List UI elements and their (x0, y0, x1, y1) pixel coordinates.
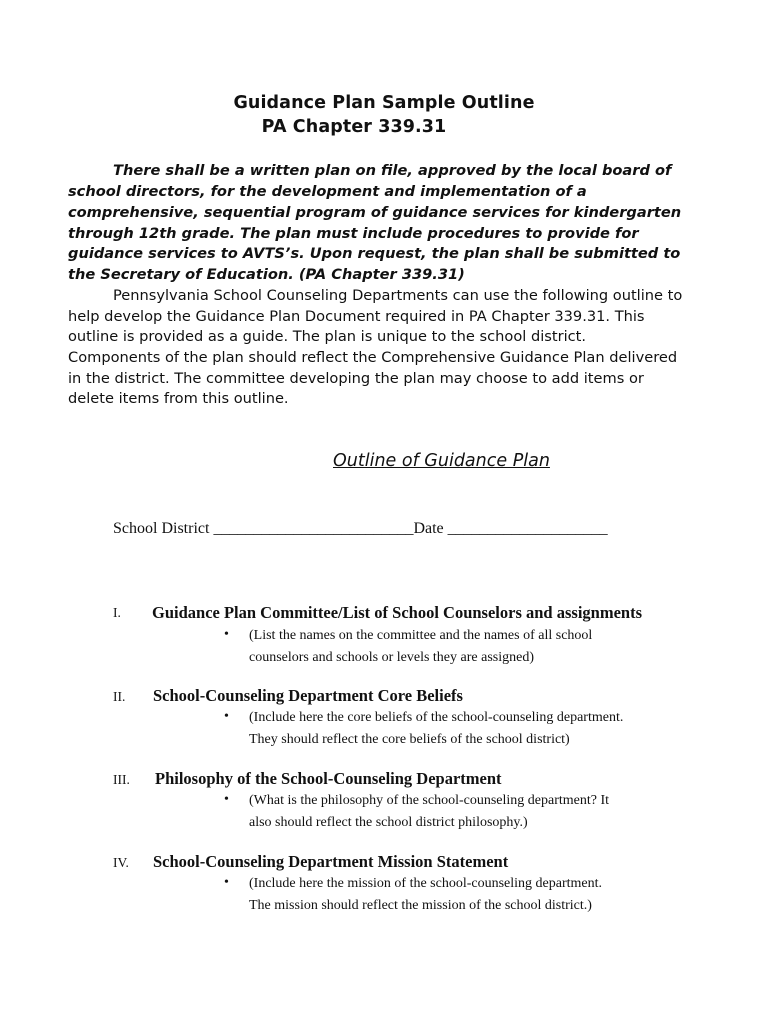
doc-subtitle: PA Chapter 339.31 (261, 117, 447, 137)
bullet-icon: • (224, 792, 229, 807)
section-numeral: IV. (113, 855, 129, 870)
intro-line: through 12th grade. The plan must include procedures to provide for (68, 225, 639, 242)
intro-line: the Secretary of Education. (PA Chapter 339.31) (68, 266, 465, 283)
outline-heading: Outline of Guidance Plan (333, 451, 550, 471)
section-numeral: I. (113, 605, 121, 620)
bullet-icon: • (224, 709, 229, 724)
intro-line: There shall be a written plan on file, approved by the local board of (113, 162, 672, 179)
section-title: School-Counseling Department Core Beliefs (153, 686, 463, 705)
section-note-line: counselors and schools or levels they are assigned) (249, 650, 534, 665)
bullet-icon: • (224, 875, 229, 890)
doc-title: Guidance Plan Sample Outline (233, 93, 535, 113)
section-numeral: II. (113, 689, 126, 704)
district-date-field-line: School District _________________________Date ____________________ (113, 520, 608, 537)
section-note-line: The mission should reflect the mission of the school district.) (249, 898, 592, 913)
section-title: School-Counseling Department Mission Statement (153, 852, 509, 871)
section-note-line: also should reflect the school district philosophy.) (249, 815, 528, 830)
section-note-line: They should reflect the core beliefs of the school district) (249, 732, 570, 747)
body-line: in the district. The committee developing the plan may choose to add items or (68, 370, 644, 387)
bullet-icon: • (224, 627, 229, 642)
body-line: Components of the plan should reflect the Comprehensive Guidance Plan delivered (68, 349, 678, 366)
section-note-line: (List the names on the committee and the names of all school (249, 628, 593, 643)
body-line: help develop the Guidance Plan Document required in PA Chapter 339.31. This (68, 308, 645, 325)
body-line: outline is provided as a guide. The plan is unique to the school district. (68, 328, 587, 345)
body-line: delete items from this outline. (68, 390, 289, 407)
section-title: Philosophy of the School-Counseling Department (155, 769, 502, 788)
section-note-line: (Include here the mission of the school-counseling department. (249, 876, 603, 891)
intro-line: comprehensive, sequential program of guidance services for kindergarten (68, 204, 682, 221)
intro-line: guidance services to AVTS’s. Upon request, the plan shall be submitted to (68, 245, 681, 262)
intro-line: school directors, for the development and implementation of a (68, 183, 587, 200)
section-title: Guidance Plan Committee/List of School Counselors and assignments (152, 603, 642, 622)
section-numeral: III. (113, 772, 130, 787)
body-line: Pennsylvania School Counseling Departments can use the following outline to (113, 287, 683, 304)
section-note-line: (Include here the core beliefs of the school-counseling department. (249, 710, 624, 725)
section-note-line: (What is the philosophy of the school-counseling department? It (249, 793, 610, 808)
